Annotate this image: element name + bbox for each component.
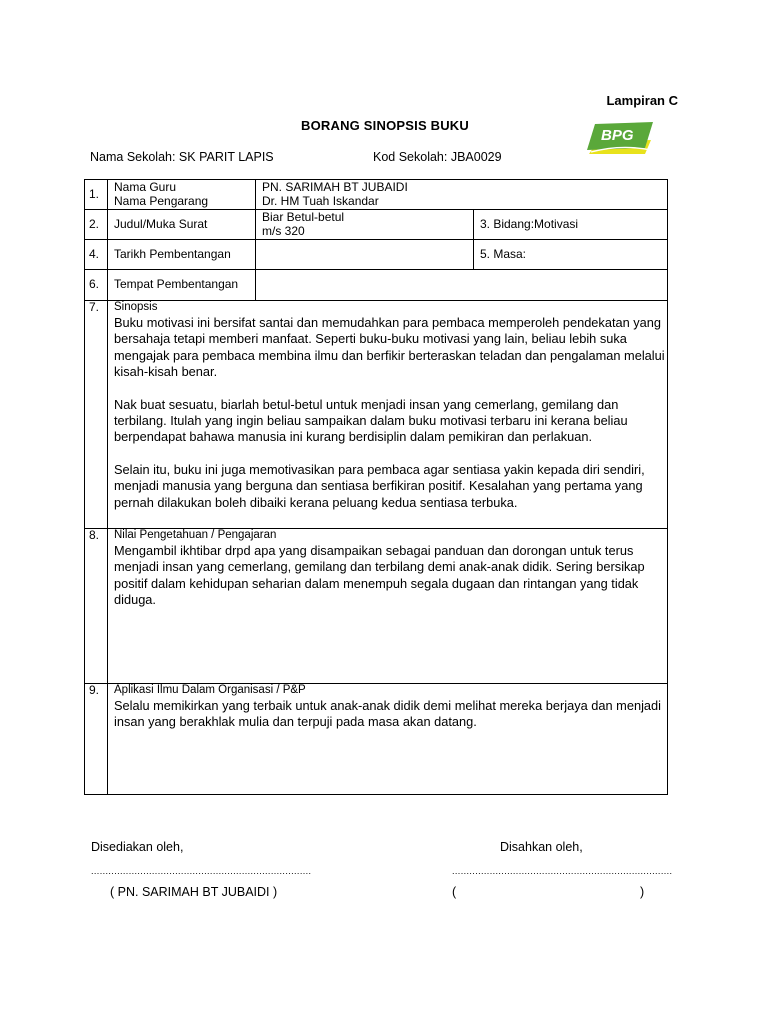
appendix-label: Lampiran C <box>606 93 678 108</box>
row-venue <box>85 270 668 301</box>
label-author: Nama Pengarang <box>114 193 209 208</box>
row-title-page <box>85 210 668 240</box>
label-title-page: Judul/Muka Surat <box>108 210 256 240</box>
bpg-logo <box>585 120 655 158</box>
value-cell <box>256 210 474 240</box>
values-heading: Nilai Pengetahuan / Pengajaran <box>114 529 277 541</box>
synopsis-paragraph-3: Selain itu, buku ini juga memotivasikan para pembaca agar sentiasa yakin kepada diri sendiri, menjadi manusia yang berguna dan sentiasa berfikiran positif. Kesalahan yang pertama yang pernah dilakukan boleh dibaiki kerana peluang kedua sentiasa terbuka. <box>114 461 645 510</box>
label-teacher: Nama Guru <box>114 180 177 194</box>
row-date <box>85 240 668 270</box>
row-teacher-author <box>85 180 668 210</box>
row-values <box>85 529 668 684</box>
preparer-name: ( PN. SARIMAH BT JUBAIDI ) <box>110 885 278 899</box>
synopsis-heading: Sinopsis <box>114 301 158 313</box>
signature-line-left: ............................................................................ <box>91 866 312 876</box>
values-cell <box>108 529 668 684</box>
school-code: Kod Sekolah: JBA0029 <box>373 150 502 164</box>
approver-paren-close: ) <box>640 885 645 899</box>
synopsis-cell <box>108 301 668 529</box>
row-number: 6. <box>85 270 108 301</box>
row-number: 2. <box>85 210 108 240</box>
synopsis-paragraph-2: Nak buat sesuatu, biarlah betul-betul untuk menjadi insan yang cemerlang, gemilang dan terbilang. Itulah yang ingin beliau sampaikan dalam buku motivasi terbaru ini kerana beliau berpendapat bahawa manusia ini kurang berdisiplin dalam pemikiran dan perlakuan. <box>114 396 628 445</box>
row-synopsis <box>85 301 668 529</box>
application-text: Selalu memikirkan yang terbaik untuk anak-anak didik demi melihat mereka berjaya dan menjadi insan yang berakhlak mulia dan terpuji pada masa akan datang. <box>114 698 661 730</box>
row-number: 4. <box>85 240 108 270</box>
synopsis-text <box>114 315 667 511</box>
row-application <box>85 684 668 795</box>
date-value <box>256 240 474 270</box>
row-number: 7. <box>85 301 108 529</box>
approved-by-label: Disahkan oleh, <box>500 840 583 854</box>
approver-paren-open: ( <box>452 885 457 899</box>
row-number: 9. <box>85 684 108 795</box>
label-cell <box>108 180 256 210</box>
teacher-name: PN. SARIMAH BT JUBAIDI <box>262 180 408 194</box>
label-venue: Tempat Pembentangan <box>108 270 256 301</box>
row-number: 1. <box>85 180 108 210</box>
value-cell <box>256 180 668 210</box>
prepared-by-label: Disediakan oleh, <box>91 840 184 854</box>
field-category: 3. Bidang:Motivasi <box>474 210 668 240</box>
field-time: 5. Masa: <box>474 240 668 270</box>
svg-text:BPG: BPG <box>601 127 634 144</box>
school-name: Nama Sekolah: SK PARIT LAPIS <box>90 150 274 164</box>
synopsis-paragraph-1: Buku motivasi ini bersifat santai dan memudahkan para pembaca memperoleh pendekatan yang bersahaja tetapi memberi manfaat. Seperti buku-buku motivasi yang lain, beliau lebih suka mengajak para pembaca membina ilmu dan berfikir berteraskan teladan dan pengalaman melalui kisah-kisah benar. <box>114 315 665 380</box>
row-number: 8. <box>85 529 108 684</box>
application-heading: Aplikasi Ilmu Dalam Organisasi / P&P <box>114 684 306 696</box>
author-name: Dr. HM Tuah Iskandar <box>262 193 379 208</box>
synopsis-form-table <box>84 179 668 795</box>
label-date: Tarikh Pembentangan <box>108 240 256 270</box>
application-cell <box>108 684 668 795</box>
page-count: m/s 320 <box>262 223 305 238</box>
values-text: Mengambil ikhtibar drpd apa yang disampaikan sebagai panduan dan dorongan untuk terus menjadi insan yang cemerlang, gemilang dan terbilang demi anak-anak didik. Sering bersikap positif dalam kehidupan seharian dalam menempuh segala dugaan dan rintangan yang tidak diduga. <box>114 543 645 608</box>
book-title: Biar Betul-betul <box>262 210 345 224</box>
venue-value <box>256 270 668 301</box>
form-title: BORANG SINOPSIS BUKU <box>301 118 469 133</box>
signature-line-right: ............................................................................ <box>452 866 673 876</box>
